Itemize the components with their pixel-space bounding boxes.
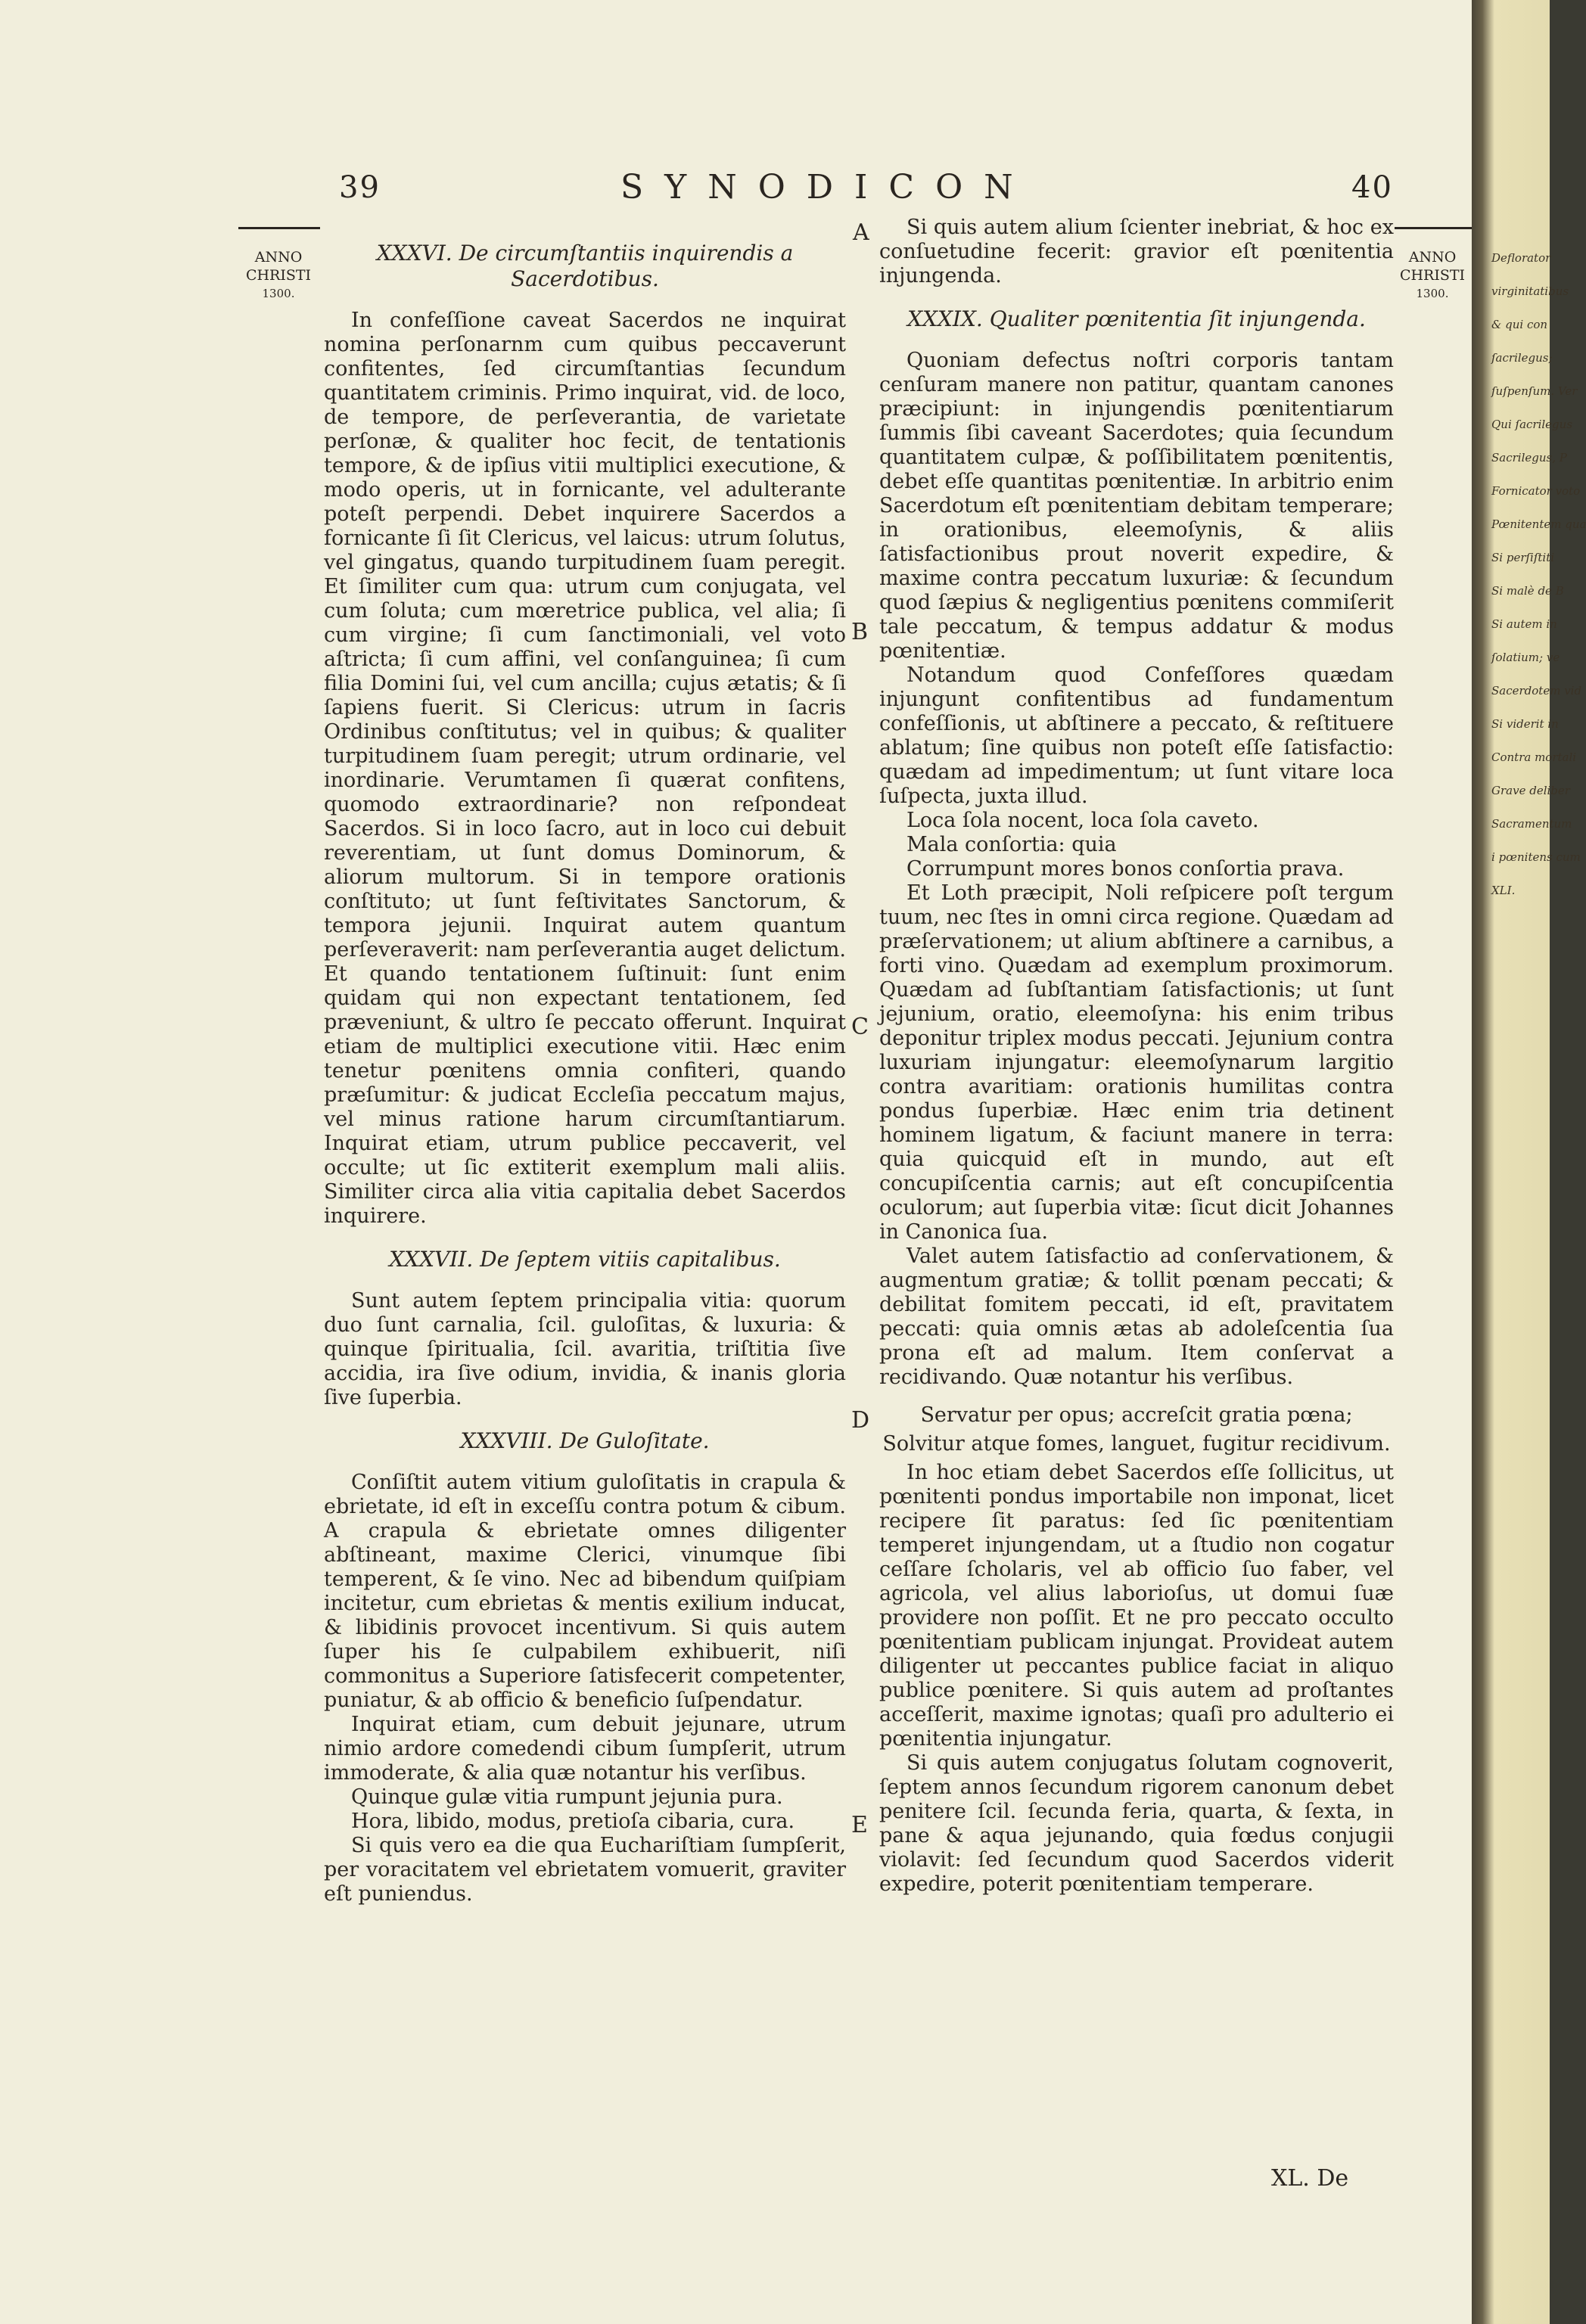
anno-year: 1300. — [262, 287, 295, 300]
bleed-fragment: i pœnitens cum — [1491, 850, 1581, 864]
paragraph: Conſiſtit autem vitium guloſitatis in crapula & ebrietate, id eſt in exceſſu contra potum & cibum. A crapula & ebrietate omnes diligenter abſtineant, maxime Clerici, vinumque ſibi temperent, & ſe vino. Nec ad bibendum quiſpiam incitetur, cum ebrietas & mentis exilium inducat, & libidinis provocet incentivum. Si quis autem ſuper his ſe culpabilem exhibuerit, niſi commonitus a Superiore ſatisfecerit competenter, puniatur, & ab officio & beneficio ſuſpendatur. — [324, 1471, 846, 1712]
verse-line: Corrumpunt mores bonos conſortia prava. — [907, 857, 1345, 881]
section-marker-a: A — [853, 219, 869, 246]
left-text-column — [324, 241, 846, 1906]
section-marker-e: E — [851, 1812, 868, 1838]
right-margin-rule — [1395, 227, 1472, 229]
poem-line: Servatur per opus; accreſcit gratia pœna; — [920, 1403, 1353, 1427]
left-page-number: 39 — [339, 170, 381, 205]
bleed-fragment: Qui ſacrilegus — [1491, 418, 1573, 431]
adjacent-page-edge — [1472, 0, 1586, 2324]
bleed-fragment: Sacrilegus, P — [1491, 451, 1567, 464]
running-title: SYNODICON — [620, 168, 1034, 207]
poem-line: Solvitur atque fomes, languet, fugitur recidivum. — [882, 1432, 1391, 1456]
section-marker-d: D — [851, 1407, 870, 1434]
right-text-column — [879, 216, 1394, 1897]
bleed-fragment: ſolatium; ve — [1491, 651, 1560, 664]
paragraph: Sunt autem ſeptem principalia vitia: quorum duo ſunt carnalia, ſcil. guloſitas, & luxuria: & quinque ſpiritualia, ſcil. avaritia, triſtitia ſive accidia, ira ſive odium, invidia, & inanis gloria ſive ſuperbia. — [324, 1289, 846, 1409]
bleed-fragment: Fornicator voto — [1491, 484, 1581, 498]
section-heading — [324, 1428, 846, 1454]
verse-line: Quinque gulæ vitia rumpunt jejunia pura. — [351, 1785, 783, 1809]
verse-line: Mala conſortia: quia — [907, 833, 1117, 856]
anno-label: ANNO — [1408, 249, 1457, 266]
paragraph: Valet autem ſatisfactio ad conſervationem, & augmentum gratiæ; & tollit pœnam peccati; & debilitat fomitem peccati, id eſt, pravitatem peccati: quia omnis ætas ab adoleſcentia ſua prona eſt ad malum. Item conſervat a recidivando. Quæ notantur his verſibus. — [879, 1244, 1394, 1389]
verse-line: Hora, libido, modus, pretioſa cibaria, cura. — [351, 1810, 795, 1833]
christi-label: CHRISTI — [245, 267, 312, 284]
bleed-fragment: XLI. — [1491, 884, 1516, 897]
bleed-fragment: Sacerdotem vid — [1491, 684, 1582, 698]
paragraph: Si quis autem conjugatus ſolutam cognoverit, ſeptem annos ſecundum rigorem canonum debet penitere ſcil. ſecunda feria, quarta, & ſexta, in pane & aqua jejunando, quia fœdus conjugii violavit: ſed ſecundum quod Sacerdos viderit expedire, poterit pœnitentiam temperare. — [879, 1751, 1394, 1896]
paragraph: Et Loth præcipit, Noli reſpicere poſt tergum tuum, nec ſtes in omni circa regione. Quædam ad præſervationem; ut alium abſtinere a carnibus, a forti vino. Quædam ad exemplum proximorum. Quædam ad ſubſtantiam ſatisfactionis; ut ſunt jejunium, oratio, eleemoſyna: his enim tribus deponitur triplex modus peccati. Jejunium contra luxuriam injungatur: eleemoſynarum largitio contra avaritiam: orationis humilitas contra pondus ſuperbiæ. Hæc enim tria detinent hominem ligatum, & faciunt manere in terra: quia quicquid eſt in mundo, aut eſt concupiſcentia carnis; aut eſt concupiſcentia oculorum; aut ſuperbia vitæ: ſicut dicit Johannes in Canonica ſua. — [879, 881, 1394, 1244]
bleed-fragment: Deflorator — [1491, 251, 1551, 265]
left-margin-anno — [241, 248, 316, 303]
bleed-fragment: ſacrilegus; — [1491, 351, 1553, 365]
bleed-fragment: Si perſiſtiti — [1491, 551, 1555, 564]
right-margin-anno — [1395, 248, 1470, 303]
christi-label: CHRISTI — [1399, 267, 1466, 284]
section-title: XXXVI. De circumſtantiis inquirendis a Sacerdotibus. — [376, 241, 794, 291]
section-title: XXXVII. De ſeptem vitiis capitalibus. — [389, 1247, 781, 1272]
section-marker-b: B — [851, 619, 869, 645]
bleed-fragment: Si autem in — [1491, 617, 1557, 631]
bleed-fragment: Si viderit in — [1491, 717, 1559, 731]
section-heading — [879, 306, 1394, 332]
bleed-fragment: virginitatibus — [1491, 284, 1569, 298]
catchword: XL. De — [1271, 2165, 1349, 2192]
paragraph: Inquirat etiam, cum debuit jejunare, utrum nimio ardore comedendi cibum ſumpſerit, utrum immoderate, & alia quæ notantur his verſibus. — [324, 1713, 846, 1785]
paragraph: Si quis vero ea die qua Euchariſtiam ſumpſerit, per voracitatem vel ebrietatem vomuerit, graviter eſt puniendus. — [324, 1834, 846, 1906]
bleed-fragment: Contra mortali — [1491, 750, 1577, 764]
bleed-fragment: Grave deliber — [1491, 784, 1570, 797]
section-title: XXXIX. Qualiter pœnitentia ſit injungenda. — [907, 306, 1366, 331]
bleed-fragment: Si malè de B — [1491, 584, 1564, 598]
verse-line: Loca ſola nocent, loca ſola caveto. — [907, 809, 1259, 832]
bleed-fragment: & qui con — [1491, 318, 1548, 331]
section-marker-c: C — [851, 1014, 869, 1040]
left-margin-rule — [238, 227, 320, 229]
paragraph: In confeſſione caveat Sacerdos ne inquirat nomina perſonarnm cum quibus peccaverunt confitentes, ſed circumſtantias ſecundum quantitatem criminis. Primo inquirat, vid. de loco, de tempore, de perſeverantia, de varietate perſonæ, & qualiter hoc fecit, de tentationis tempore, & de ipſius vitii multiplici executione, & modo operis, ut in fornicante, vel adulterante poteſt perpendi. Debet inquirere Sacerdos a fornicante ſi ſit Clericus, vel laicus: utrum ſolutus, vel gingatus, quando turpitudinem ſuam peregit. Et ſimiliter cum qua: utrum cum conjugata, vel cum ſoluta; cum mœretrice publica, vel alia; ſi cum virgine; ſi cum ſanctimoniali, vel voto aſtricta; ſi cum affini, vel conſanguinea; ſi cum filia Domini ſui, vel cum ancilla; cujus ætatis; & ſi ſapiens fuerit. Si Clericus: utrum in ſacris Ordinibus conſtitutus; vel in quibus; & qualiter turpitudinem ſuam peregit; utrum ordinarie, vel inordinarie. Verumtamen ſi quærat confitens, quomodo extraordinarie? non reſpondeat Sacerdos. Si in loco ſacro, aut in loco cui debuit reverentiam, ut ſunt domus Dominorum, & aliorum multorum. Si in tempore orationis conſtituto; ut ſunt feſtivitates Sanctorum, & tempora jejunii. Inquirat autem quantum perſeveraverit: nam perſeverantia auget delictum. Et quando tentationem ſuſtinuit: ſunt enim quidam qui non expectant tentationem, ſed præveniunt, & ultro ſe peccato offerunt. Inquirat etiam de multiplici executione vitii. Hæc enim tenetur pœnitens omnia confiteri, quando præſumitur: & judicat Eccleſia peccatum majus, vel minus ratione harum circumſtantiarum. Inquirat etiam, utrum publice peccaverit, vel occulte; ut ſic extiterit exemplum mali aliis. Similiter circa alia vitia capitalia debet Sacerdos inquirere. — [324, 309, 846, 1228]
page-shadow — [1472, 0, 1586, 2324]
section-heading — [324, 1247, 846, 1272]
paragraph: Si quis autem alium ſcienter inebriat, & hoc ex conſuetudine fecerit: gravior eſt pœnitentia injungenda. — [879, 216, 1394, 287]
bleed-fragment: Sacramentum — [1491, 817, 1572, 831]
section-heading — [324, 241, 846, 292]
bleed-fragment: ſuſpenſum. Ver — [1491, 384, 1578, 398]
right-page-number: 40 — [1351, 170, 1393, 205]
anno-year: 1300. — [1416, 287, 1449, 300]
bleed-fragment: Pœnitentem qua — [1491, 517, 1586, 531]
anno-label: ANNO — [254, 249, 303, 266]
paragraph: Notandum quod Confeſſores quædam injungunt confitentibus ad fundamentum confeſſionis, ut abſtinere a peccato, & reſtituere ablatum; ſine quibus non poteſt eſſe ſatisfactio: quædam ad impedimentum; ut ſunt vitare loca ſuſpecta, juxta illud. — [879, 663, 1394, 808]
paragraph: In hoc etiam debet Sacerdos eſſe ſollicitus, ut pœnitenti pondus importabile non imponat, licet recipere ſit paratus: ſed ſic pœnitentiam temperet injungendam, ut a ſtudio non cogatur ceſſare ſcholaris, vel ab officio ſuo faber, vel agricola, vel alius laborioſus, ut domui ſuæ providere non poſſit. Et ne pro peccato occulto pœnitentiam publicam injungat. Provideat autem diligenter ut peccantes publice faciat in aliquo publice pœnitere. Si quis autem ad proſtantes acceſſerit, maxime ignotas; quaſi pro adulterio ei pœnitentia injungatur. — [879, 1461, 1394, 1751]
section-title: XXXVIII. De Guloſitate. — [460, 1428, 710, 1453]
paragraph: Quoniam defectus noſtri corporis tantam cenſuram manere non patitur, quantam canones præcipiunt: in injungendis pœnitentiarum ſummis ſibi caveant Sacerdotes; quia ſecundum quantitatem culpæ, & poſſibilitatem pœnitentis, debet eſſe quantitas pœnitentiæ. In arbitrio enim Sacerdotum eſt pœnitentiam debitam temperare; in orationibus, eleemoſynis, & aliis ſatisfactionibus prout noverit expedire, & maxime contra peccatum luxuriæ: & ſecundum quod ſæpius & negligentius pœnitens commiſerit tale peccatum, & tempus addatur & modus pœnitentiæ. — [879, 349, 1394, 663]
